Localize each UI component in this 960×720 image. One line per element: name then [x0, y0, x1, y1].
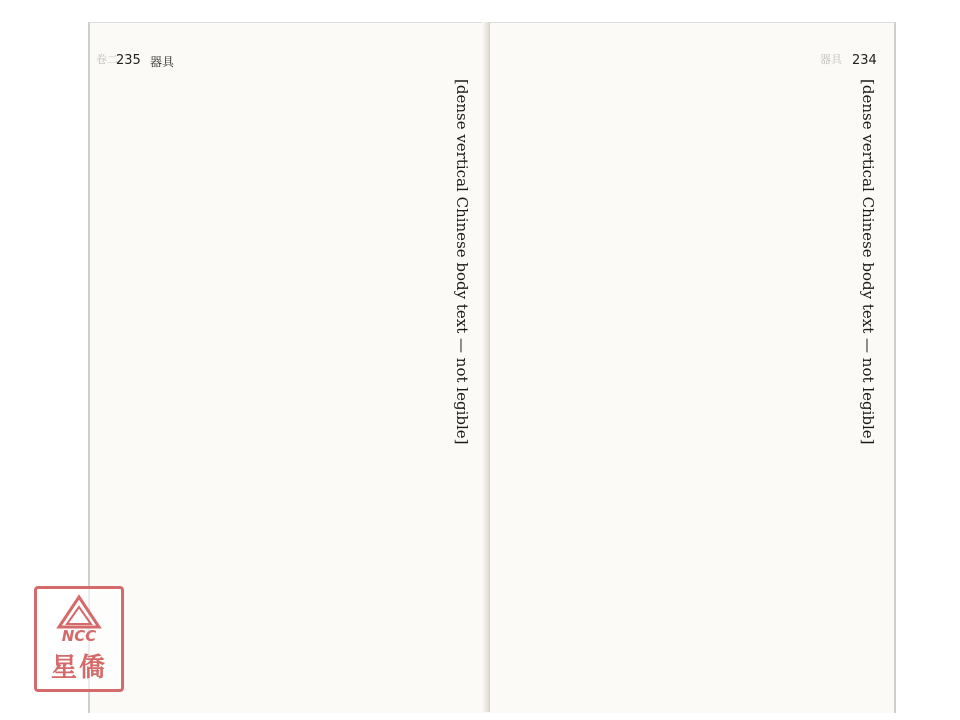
left-running-head: 器具: [150, 55, 175, 69]
left-page: [88, 22, 490, 713]
right-ghost-text: 器具: [820, 53, 842, 66]
left-text-block: [104, 79, 474, 699]
right-page-number: 234: [852, 53, 877, 68]
right-page: [490, 22, 896, 713]
right-text-block: [510, 79, 880, 699]
left-page-number: 235: [116, 53, 141, 68]
stamp-brand: 星僑: [50, 653, 107, 683]
stamp-ncc: NCC: [61, 627, 97, 645]
left-text-block-note: [dense vertical Chinese body text — not legible]: [453, 79, 471, 445]
book-spread: [88, 22, 894, 712]
right-text-block-note: [dense vertical Chinese body text — not legible]: [859, 79, 877, 445]
watermark-stamp: [34, 586, 124, 692]
left-ghost-text: 卷二: [96, 53, 118, 66]
